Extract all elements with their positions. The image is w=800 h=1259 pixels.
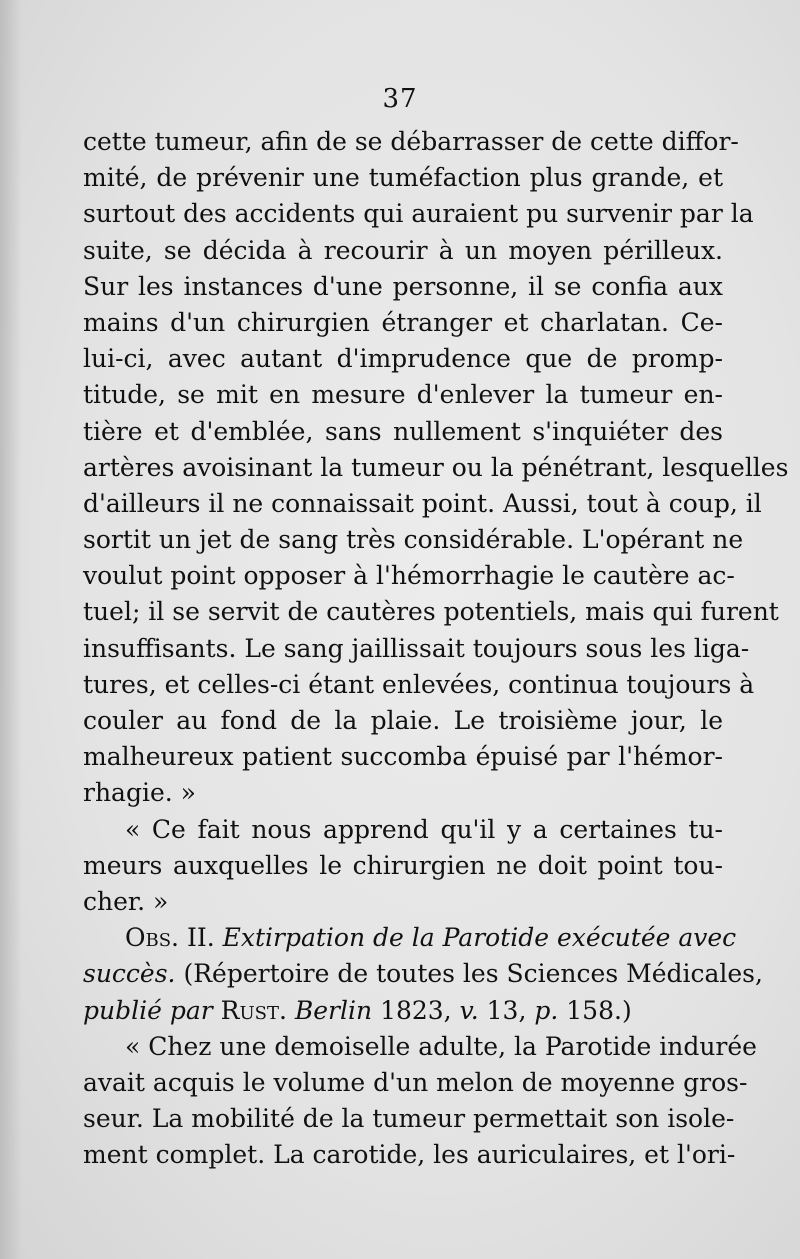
- text-line: tière et d'emblée, sans nullement s'inquiéter des: [83, 416, 723, 446]
- reference-details: [83, 993, 723, 1029]
- text-line: « Ce fait nous apprend qu'il y a certaines tu-: [125, 814, 723, 844]
- text-line: lui-ci, avec autant d'imprudence que de promp-: [83, 344, 723, 374]
- text-line: insuffisants. Le sang jaillissait toujours sous les liga-: [83, 633, 750, 663]
- text-line: malheureux patient succomba épuisé par l'hémor-: [83, 742, 723, 772]
- reference-year: 1823,: [380, 995, 452, 1025]
- observation-reference: [83, 956, 763, 992]
- text-line: d'ailleurs il ne connaissait point. Aussi, tout à coup, il: [83, 488, 762, 518]
- text-line: suite, se décida à recourir à un moyen périlleux.: [83, 235, 723, 265]
- text-line: cher. »: [83, 886, 169, 916]
- volume-number: 13,: [486, 995, 527, 1025]
- text-line: meurs auxquelles le chirurgien ne doit point tou-: [83, 850, 723, 880]
- observation-title-end: succès.: [83, 959, 176, 989]
- text-line: surtout des accidents qui auraient pu survenir par la: [83, 199, 754, 229]
- observation-title: Extirpation de la Parotide exécutée avec: [222, 923, 737, 953]
- observation-heading: [83, 920, 737, 956]
- text-line: couler au fond de la plaie. Le troisième jour, le: [83, 706, 723, 735]
- text-line: mains d'un chirurgien étranger et charlatan. Ce-: [83, 307, 723, 337]
- text-line: titude, se mit en mesure d'enlever la tumeur en-: [83, 380, 723, 410]
- text-line: mité, de prévenir une tuméfaction plus grande, et: [83, 163, 723, 193]
- reference-page: 158.): [566, 995, 632, 1025]
- text-line: voulut point opposer à l'hémorrhagie le cautère ac-: [83, 561, 735, 591]
- observation-label: Obs. II.: [125, 923, 215, 953]
- text-line: sortit un jet de sang très considérable. L'opérant ne: [83, 525, 744, 555]
- body-text: [83, 124, 789, 1173]
- text-line: tuel; il se servit de cautères potentiels, mais qui furent: [83, 597, 779, 627]
- reference-source: (Répertoire de toutes les Sciences Médicales,: [183, 959, 763, 989]
- text-line: ment complet. La carotide, les auriculaires, et l'ori-: [83, 1140, 736, 1170]
- reference-city: Berlin: [294, 995, 373, 1025]
- reference-author: Rust.: [220, 995, 287, 1025]
- text-line: rhagie. »: [83, 778, 196, 808]
- text-line: Sur les instances d'une personne, il se confia aux: [83, 271, 723, 301]
- text-line: « Chez une demoiselle adulte, la Parotide indurée: [125, 1031, 757, 1061]
- text-line: tures, et celles-ci étant enlevées, continua toujours à: [83, 669, 755, 699]
- volume-label: v.: [459, 995, 479, 1025]
- text-line: seur. La mobilité de la tumeur permettait son isole-: [83, 1104, 735, 1134]
- page-edge-shadow: [0, 0, 22, 1259]
- text-line: cette tumeur, afin de se débarrasser de cette diffor-: [83, 127, 739, 156]
- page-label: p.: [534, 995, 559, 1025]
- text-line: avait acquis le volume d'un melon de moyenne gros-: [83, 1067, 748, 1097]
- published-by: publié par: [83, 995, 213, 1025]
- page-number: 37: [382, 84, 418, 114]
- text-line: artères avoisinant la tumeur ou la pénétrant, lesquelles: [83, 452, 789, 482]
